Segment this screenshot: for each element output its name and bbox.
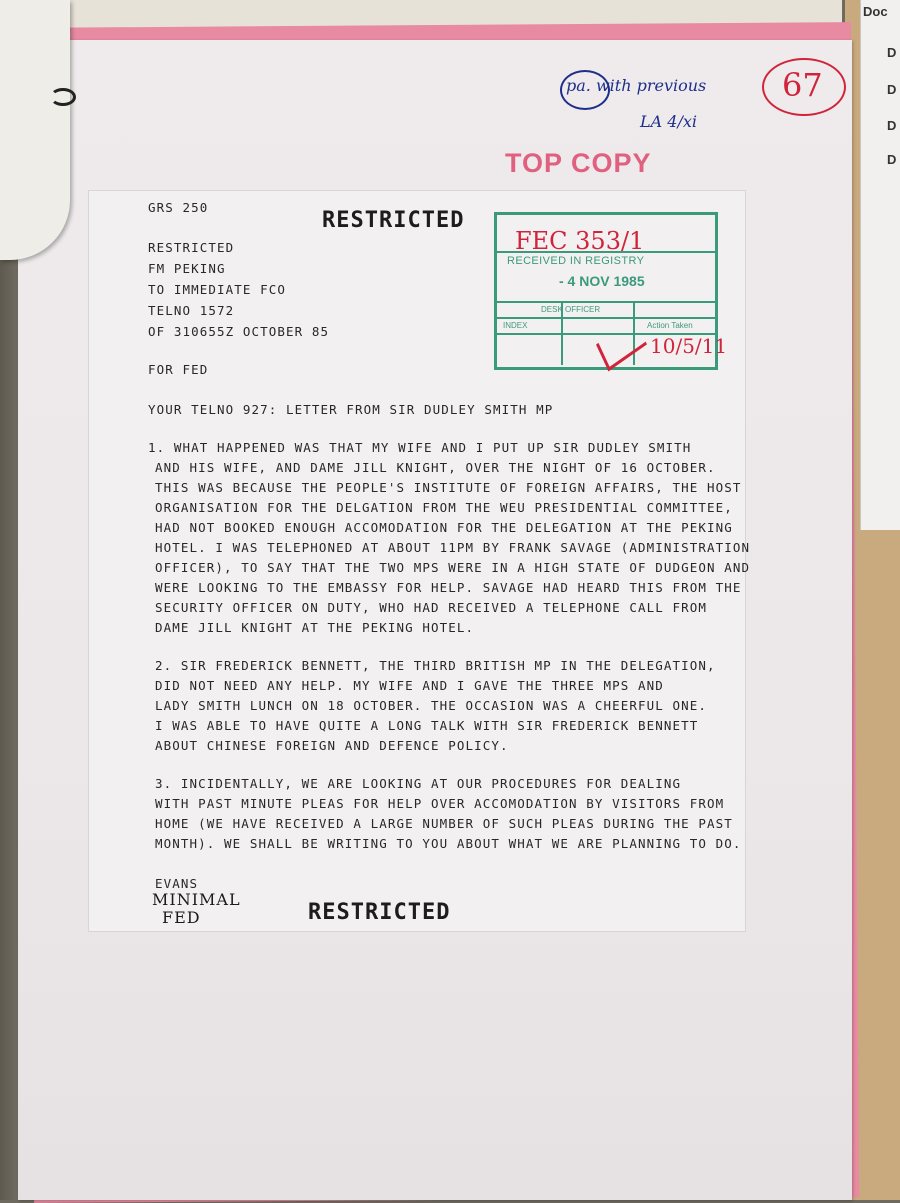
body-line: 1. WHAT HAPPENED WAS THAT MY WIFE AND I PUT UP SIR DUDLEY SMITH	[148, 440, 692, 455]
classification-top: RESTRICTED	[322, 208, 465, 233]
stamp-handwritten-date: 10/5/11	[650, 334, 728, 358]
body-line: DID NOT NEED ANY HELP. MY WIFE AND I GAVE THE THREE MPS AND	[155, 678, 664, 693]
registry-date: - 4 NOV 1985	[559, 273, 645, 289]
desk-officer-label: DESK OFFICER	[541, 305, 601, 314]
header-line: RESTRICTED	[148, 240, 235, 255]
side-tab-label: D	[887, 82, 897, 97]
body-line: 2. SIR FREDERICK BENNETT, THE THIRD BRITISH MP IN THE DELEGATION,	[155, 658, 716, 673]
body-line: SECURITY OFFICER ON DUTY, WHO HAD RECEIVED A TELEPHONE CALL FROM	[155, 600, 708, 615]
signature: EVANS	[155, 876, 199, 891]
stamp-column-divider	[561, 303, 563, 365]
handwritten-initials: LA 4/xi	[640, 112, 697, 131]
body-line: THIS WAS BECAUSE THE PEOPLE'S INSTITUTE OF FOREIGN AFFAIRS, THE HOST	[155, 480, 742, 495]
index-label: INDEX	[503, 321, 528, 330]
classification-bottom: RESTRICTED	[308, 900, 451, 925]
body-line: 3. INCIDENTALLY, WE ARE LOOKING AT OUR PROCEDURES FOR DEALING	[155, 776, 682, 791]
binder-ring-icon	[50, 88, 76, 106]
folder-flap	[0, 0, 70, 260]
body-line: ORGANISATION FOR THE DELGATION FROM THE WEU PRESIDENTIAL COMMITTEE,	[155, 500, 733, 515]
body-line: ABOUT CHINESE FOREIGN AND DEFENCE POLICY.	[155, 738, 509, 753]
handwritten-distribution: MINIMAL	[152, 890, 241, 909]
side-tab-label: D	[887, 118, 897, 133]
body-line: WERE LOOKING TO THE EMBASSY FOR HELP. SAVAGE HAD HEARD THIS FROM THE	[155, 580, 742, 595]
handwritten-note: pa. with previous	[566, 76, 707, 95]
body-line: I WAS ABLE TO HAVE QUITE A LONG TALK WITH SIR FREDERICK BENNETT	[155, 718, 699, 733]
header-line: OF 310655Z OCTOBER 85	[148, 324, 330, 339]
body-line: LADY SMITH LUNCH ON 18 OCTOBER. THE OCCASION WAS A CHEERFUL ONE.	[155, 698, 708, 713]
registry-label: RECEIVED IN REGISTRY	[507, 255, 645, 267]
stamp-divider	[497, 251, 715, 253]
subject-line: YOUR TELNO 927: LETTER FROM SIR DUDLEY SMITH MP	[148, 402, 554, 417]
body-line: MONTH). WE SHALL BE WRITING TO YOU ABOUT WHAT WE ARE PLANNING TO DO.	[155, 836, 742, 851]
body-line: HOTEL. I WAS TELEPHONED AT ABOUT 11PM BY FRANK SAVAGE (ADMINISTRATION	[155, 540, 751, 555]
top-copy-stamp: TOP COPY	[505, 148, 652, 178]
header-line: FM PEKING	[148, 261, 226, 276]
body-line: OFFICER), TO SAY THAT THE TWO MPS WERE IN A HIGH STATE OF DUDGEON AND	[155, 560, 751, 575]
header-code: GRS 250	[148, 200, 209, 215]
body-line: HOME (WE HAVE RECEIVED A LARGE NUMBER OF SUCH PLEAS DURING THE PAST	[155, 816, 733, 831]
side-tab-label: Doc	[863, 4, 888, 19]
stamp-divider	[497, 317, 715, 319]
body-line: WITH PAST MINUTE PLEAS FOR HELP OVER ACCOMODATION BY VISITORS FROM	[155, 796, 725, 811]
folio-number-circle	[762, 58, 846, 116]
for-line: FOR FED	[148, 362, 209, 377]
side-tab-label: D	[887, 45, 897, 60]
header-line: TO IMMEDIATE FCO	[148, 282, 287, 297]
side-tab-label: D	[887, 152, 897, 167]
body-line: AND HIS WIFE, AND DAME JILL KNIGHT, OVER THE NIGHT OF 16 OCTOBER.	[155, 460, 716, 475]
action-taken-label: Action Taken	[647, 321, 693, 330]
side-index-card	[860, 0, 900, 530]
body-line: DAME JILL KNIGHT AT THE PEKING HOTEL.	[155, 620, 475, 635]
body-line: HAD NOT BOOKED ENOUGH ACCOMODATION FOR THE DELEGATION AT THE PEKING	[155, 520, 733, 535]
header-line: TELNO 1572	[148, 303, 235, 318]
stamp-divider	[497, 301, 715, 303]
handwritten-distribution: FED	[162, 908, 201, 927]
folio-number: 67	[782, 66, 823, 104]
registry-reference: FEC 353/1	[515, 227, 645, 255]
